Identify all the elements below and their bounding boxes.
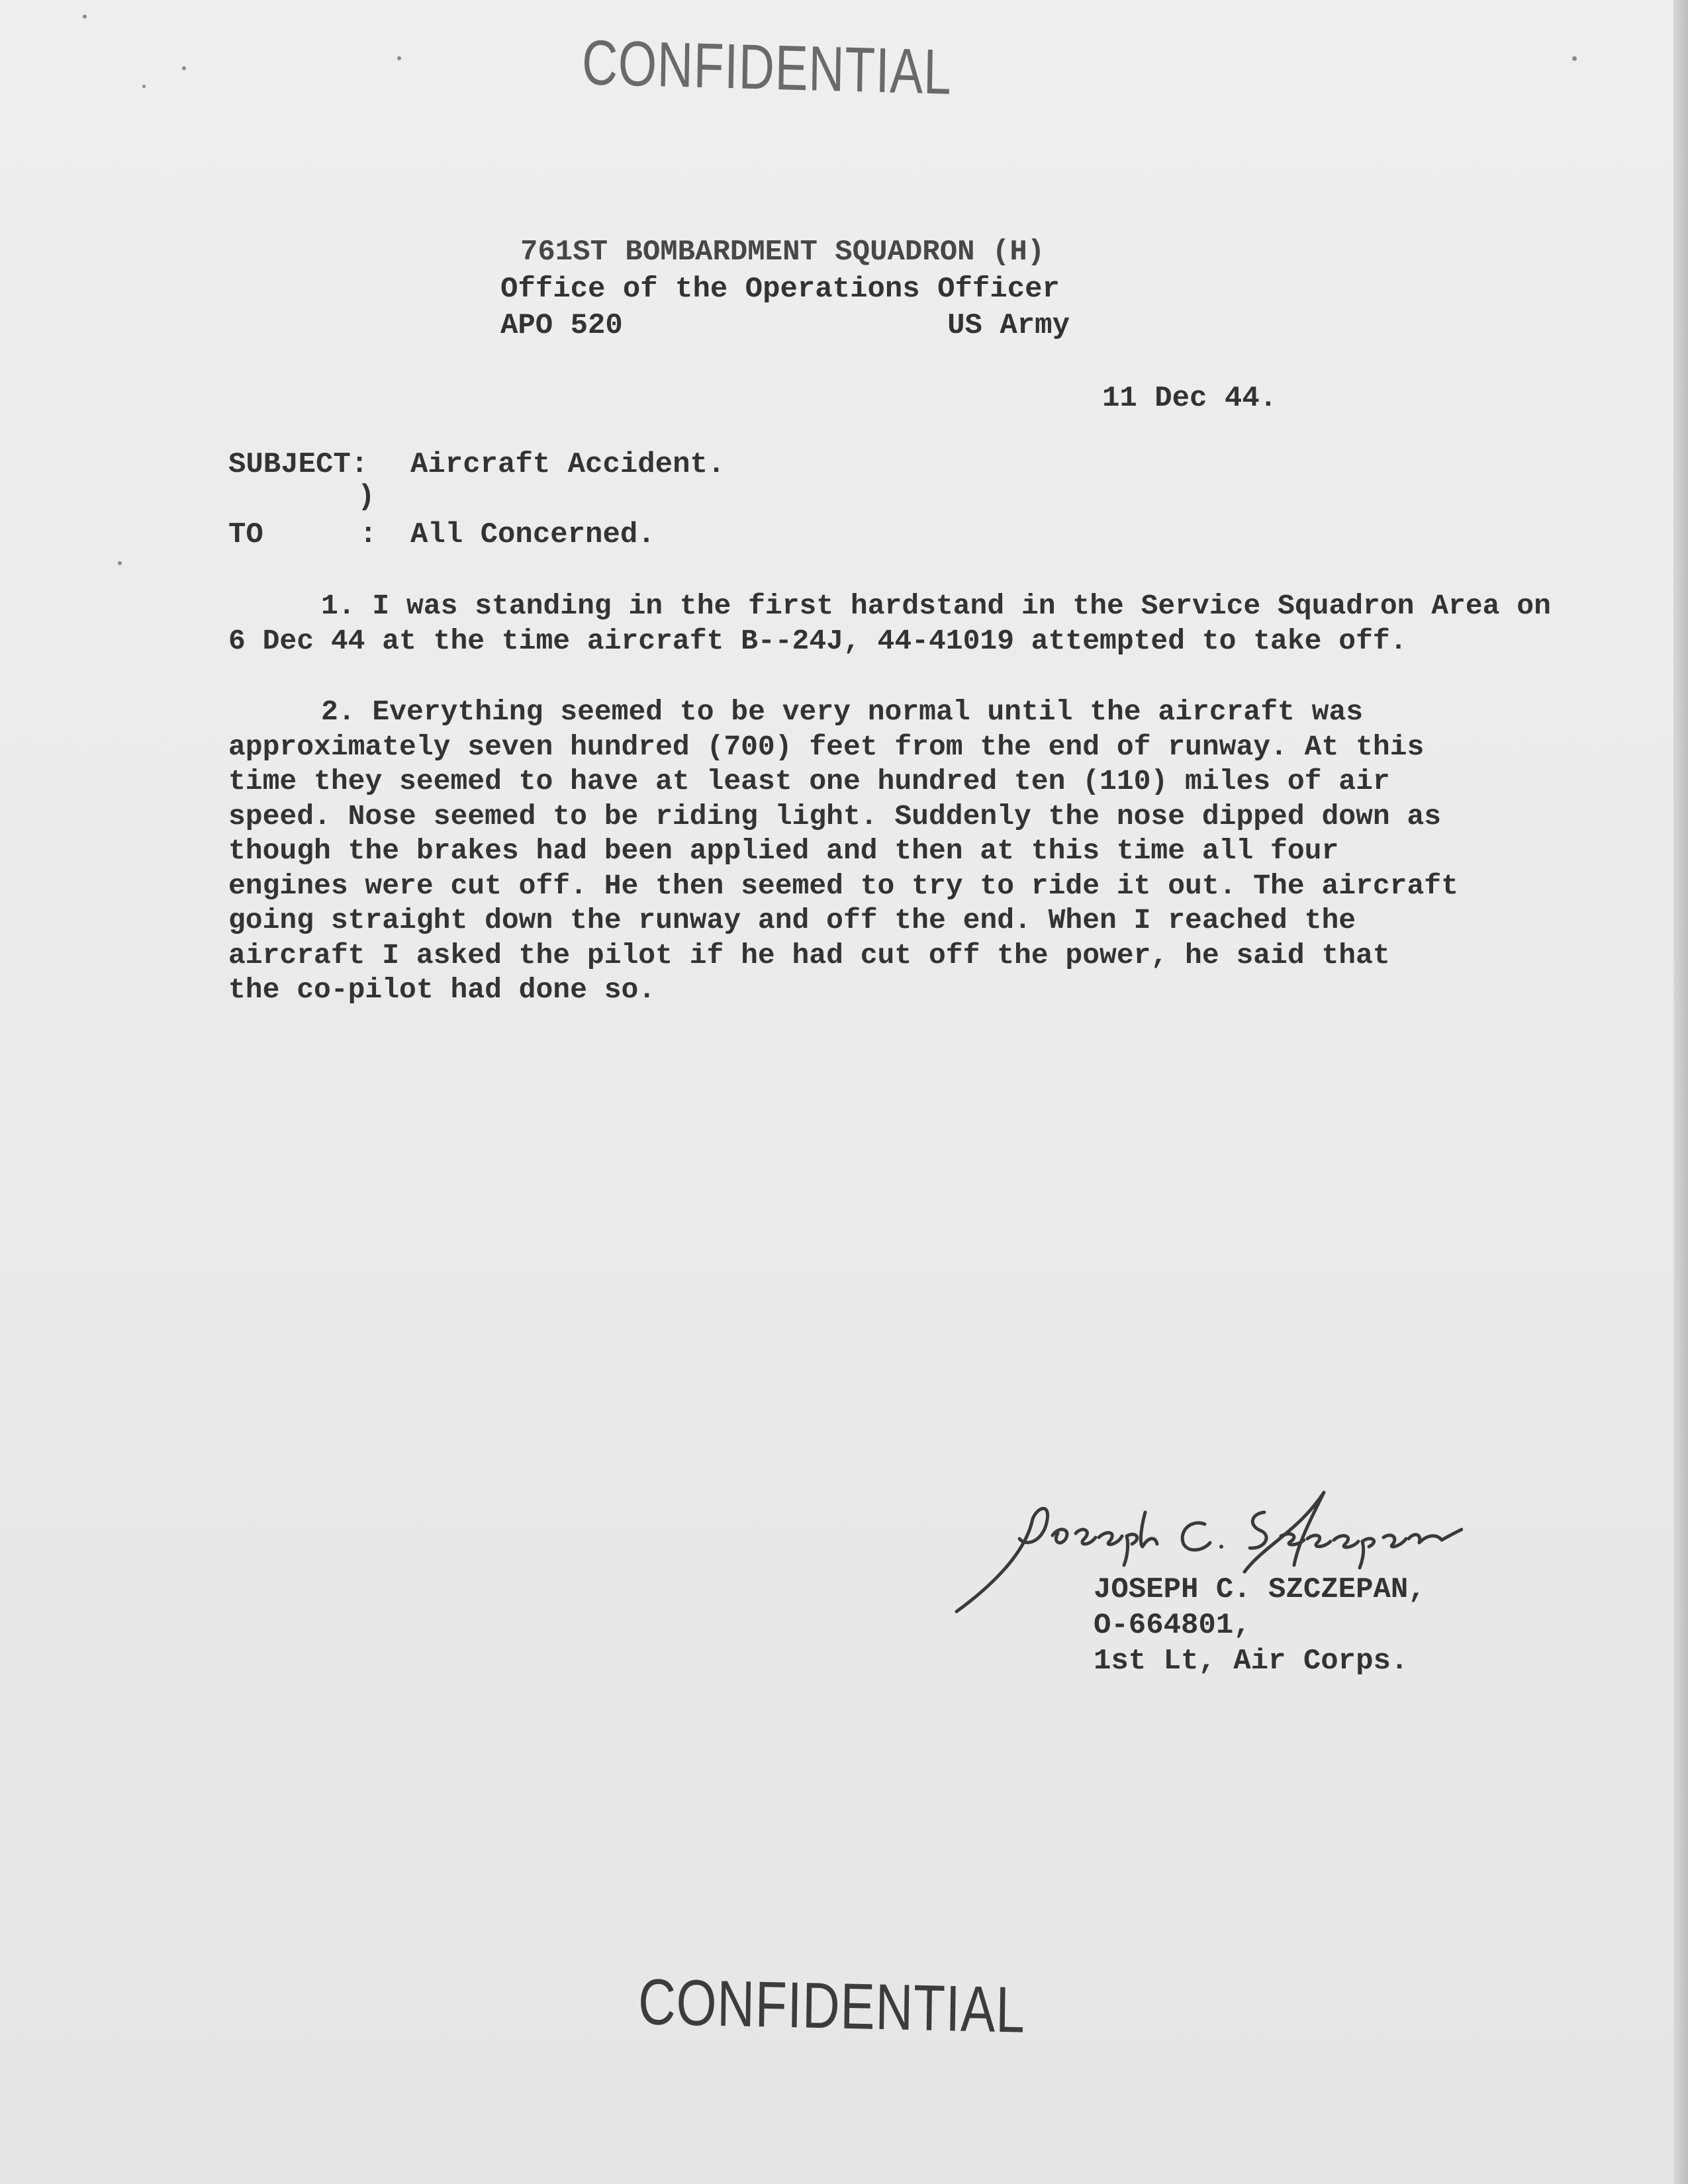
signer-serial: O-664801, <box>1094 1609 1251 1642</box>
office-heading: Office of the Operations Officer <box>500 273 1060 306</box>
paragraph-1 <box>228 589 1612 659</box>
page-edge-shadow <box>1673 0 1688 2184</box>
paragraph-line: engines were cut off. He then seemed to try to ride it out. The aircraft <box>228 869 1458 902</box>
unit-heading: 761ST BOMBARDMENT SQUADRON (H) <box>520 236 1045 269</box>
paragraph-line: 6 Dec 44 at the time aircraft B--24J, 44-41019 attempted to take off. <box>228 624 1407 657</box>
army-text: US Army <box>947 309 1070 342</box>
paragraph-line: time they seemed to have at least one hundred ten (110) miles of air <box>228 765 1390 797</box>
signer-rank: 1st Lt, Air Corps. <box>1094 1645 1409 1678</box>
paragraph-line: though the brakes had been applied and then at this time all four <box>228 835 1339 867</box>
paragraph-line: 2. Everything seemed to be very normal until the aircraft was <box>321 696 1364 728</box>
to-value: All Concerned. <box>410 518 655 551</box>
document-date: 11 Dec 44. <box>1102 382 1278 415</box>
paragraph-2 <box>228 695 1612 1008</box>
scan-speck <box>1572 56 1577 61</box>
paragraph-line: 1. I was standing in the first hardstand in the Service Squadron Area on <box>321 590 1551 622</box>
scan-speck <box>142 85 146 88</box>
paragraph-line: the co-pilot had done so. <box>228 974 656 1006</box>
to-label: TO <box>228 518 263 551</box>
paragraph-line: aircraft I asked the pilot if he had cut off the power, he said that <box>228 938 1390 972</box>
subject-bracket: ) <box>357 480 375 514</box>
scan-speck <box>83 15 87 19</box>
subject-label: SUBJECT: <box>228 448 369 481</box>
paragraph-line: speed. Nose seemed to be riding light. Suddenly the nose dipped down as <box>228 799 1442 833</box>
scan-speck <box>118 561 122 565</box>
paragraph-line: approximately seven hundred (700) feet from the end of runway. At this <box>228 730 1425 763</box>
signature-block <box>1094 1572 1426 1679</box>
address-line <box>500 308 1070 343</box>
apo-text: APO 520 <box>500 309 623 342</box>
confidential-stamp-bottom: CONFIDENTIAL <box>637 1964 1026 2046</box>
confidential-stamp-top: CONFIDENTIAL <box>581 26 953 108</box>
signer-name: JOSEPH C. SZCZEPAN, <box>1094 1573 1426 1606</box>
paragraph-line: going straight down the runway and off the end. When I reached the <box>228 904 1356 936</box>
scan-speck <box>182 66 186 70</box>
to-colon: : <box>359 518 377 551</box>
scan-speck <box>397 56 401 60</box>
subject-value: Aircraft Accident. <box>410 448 726 481</box>
